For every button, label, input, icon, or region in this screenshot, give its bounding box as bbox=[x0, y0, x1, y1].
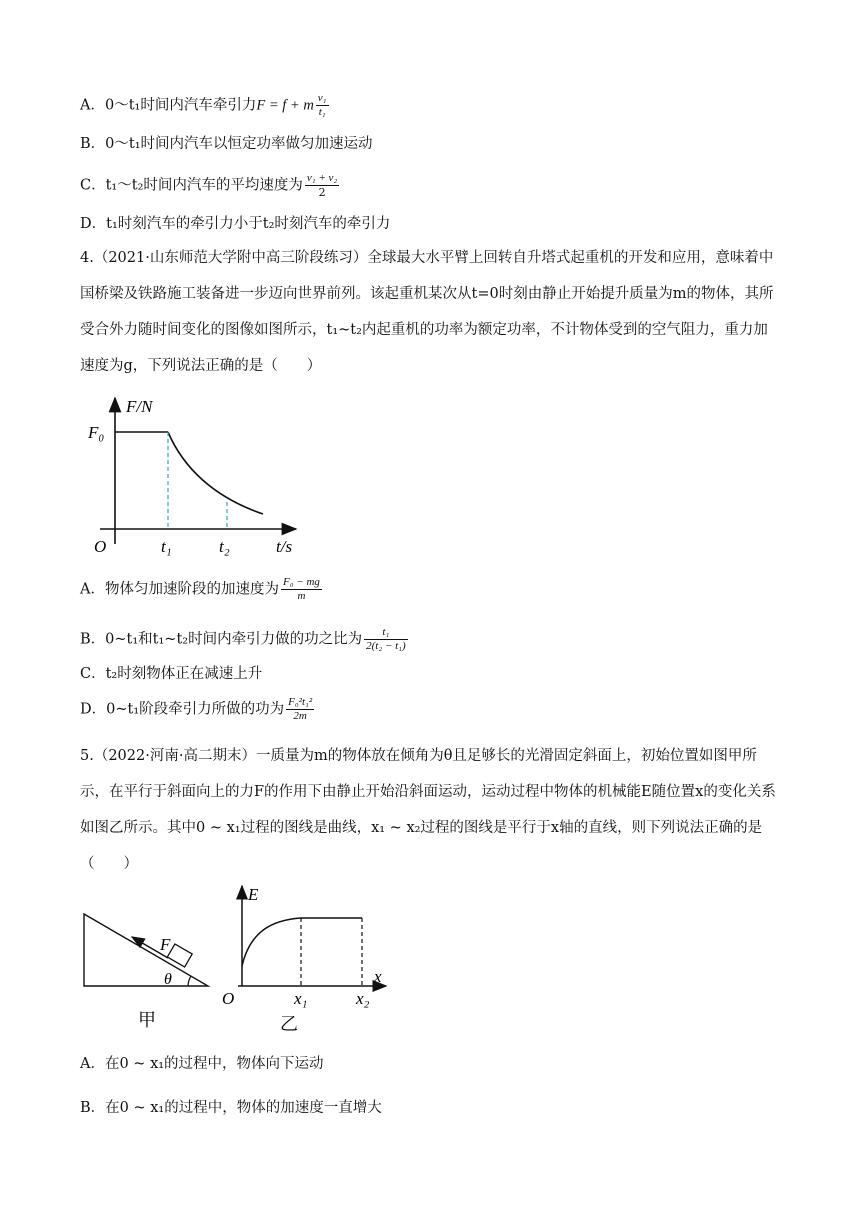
q5-y-label: E bbox=[248, 885, 259, 904]
q4-y-label: F/N bbox=[126, 397, 153, 416]
q3-option-c bbox=[80, 172, 341, 199]
q4-stem: 4.（2021·山东师范大学附中高三阶段练习）全球最大水平臂上回转自升塔式起重机的开发和应用，意味着中国桥梁及铁路施工装备进一步迈向世界前列。该起重机某次从t=0时刻由静止开始提升质量为m的物体，其所受合外力随时间变化的图像如图所示，t₁~t₂内起重机的功率为额定功率，不计物体受到的空气阻力，重力加速度为g，下列说法正确的是（ ） bbox=[80, 250, 774, 374]
q5-energy-position-graph bbox=[216, 880, 392, 1040]
q4-b-fraction bbox=[364, 626, 408, 653]
q5-angle-label: θ bbox=[164, 971, 172, 988]
q4-t2-label: t₂ bbox=[219, 537, 230, 556]
q5-origin-label: O bbox=[222, 989, 235, 1008]
q5-stem: 5.（2022·河南·高二期末）一质量为m的物体放在倾角为θ且足够长的光滑固定斜面上，初始位置如图甲所示，在平行于斜面向上的力F的作用下由静止开始沿斜面运动，运动过程中物体的机械能E随位置x的变化关系如图乙所示。其中0 ~ x₁过程的图线是曲线，x₁ ~ x₂过程的图线是平行于x轴的直线，则下列说法正确的是（ ） bbox=[80, 748, 776, 872]
q3-c-prefix: C． bbox=[80, 177, 106, 194]
q5-x1-label: x₁ bbox=[294, 989, 308, 1008]
q5-angle-arc bbox=[188, 976, 191, 986]
q5-force-label: F bbox=[160, 935, 171, 954]
q5-option-b: B．在0 ~ x₁的过程中，物体的加速度一直增大 bbox=[80, 1100, 382, 1116]
q4-b-num: t₁ bbox=[364, 626, 408, 640]
q4-option-b bbox=[80, 626, 410, 653]
q3-a-formula: F = f + m bbox=[256, 97, 314, 114]
q3-a-prefix: A． bbox=[80, 97, 105, 114]
q5-energy-curve bbox=[242, 918, 301, 966]
q4-a-text: A．物体匀加速阶段的加速度为 bbox=[80, 581, 279, 598]
q3-option-d: D．t₁时刻汽车的牵引力小于t₂时刻汽车的牵引力 bbox=[80, 216, 391, 232]
q4-a-fraction bbox=[281, 576, 322, 603]
q3-c-frac-den: 2 bbox=[318, 186, 326, 199]
q4-origin-label: O bbox=[94, 537, 107, 556]
q4-a-num: F₀ − mg bbox=[282, 576, 320, 588]
q4-t1-label: t₁ bbox=[161, 537, 172, 556]
q5-incline-triangle bbox=[84, 914, 208, 986]
q4-force-time-graph bbox=[88, 392, 308, 568]
q5-incline-figure bbox=[80, 912, 216, 1032]
q4-option-d bbox=[80, 696, 316, 723]
q5-jia-caption: 甲 bbox=[138, 1010, 156, 1030]
q3-c-text: t₁～t₂时间内汽车的平均速度为 bbox=[105, 177, 303, 194]
q5-yi-caption: 乙 bbox=[280, 1014, 298, 1034]
q3-option-b: B．0～t₁时间内汽车以恒定功率做匀加速运动 bbox=[80, 136, 373, 152]
q4-d-num: F₀²t₁² bbox=[288, 696, 313, 708]
q3-a-frac-num: v₁ bbox=[317, 92, 327, 104]
q3-option-a bbox=[80, 92, 331, 119]
q5-x2-label: x₂ bbox=[356, 989, 370, 1008]
q4-option-c: C．t₂时刻物体正在减速上升 bbox=[80, 666, 263, 682]
q4-decay-curve bbox=[168, 432, 263, 514]
q4-d-fraction bbox=[286, 696, 314, 723]
q3-a-frac-den: t₁ bbox=[318, 106, 326, 118]
q4-f0-label: F₀ bbox=[88, 423, 105, 442]
q5-x-label: x bbox=[374, 967, 382, 986]
q4-d-text: D．0~t₁阶段牵引力所做的功为 bbox=[80, 701, 285, 718]
q3-c-frac-num: v₁ + v₂ bbox=[306, 172, 338, 184]
q3-c-fraction bbox=[305, 172, 339, 199]
q4-d-den: 2m bbox=[293, 710, 307, 722]
q4-x-label: t/s bbox=[276, 537, 293, 556]
q4-option-a bbox=[80, 576, 324, 603]
q5-option-a: A．在0 ~ x₁的过程中，物体向下运动 bbox=[80, 1056, 324, 1072]
q5-block bbox=[167, 944, 192, 967]
q3-a-text: 0～t₁时间内汽车牵引力 bbox=[104, 97, 257, 114]
q4-b-text: B．0~t₁和t₁~t₂时间内牵引力做的功之比为 bbox=[80, 631, 363, 648]
q3-a-fraction bbox=[316, 92, 329, 119]
q4-a-den: m bbox=[297, 590, 306, 602]
q4-b-den: 2(t₂ − t₁) bbox=[366, 640, 406, 652]
